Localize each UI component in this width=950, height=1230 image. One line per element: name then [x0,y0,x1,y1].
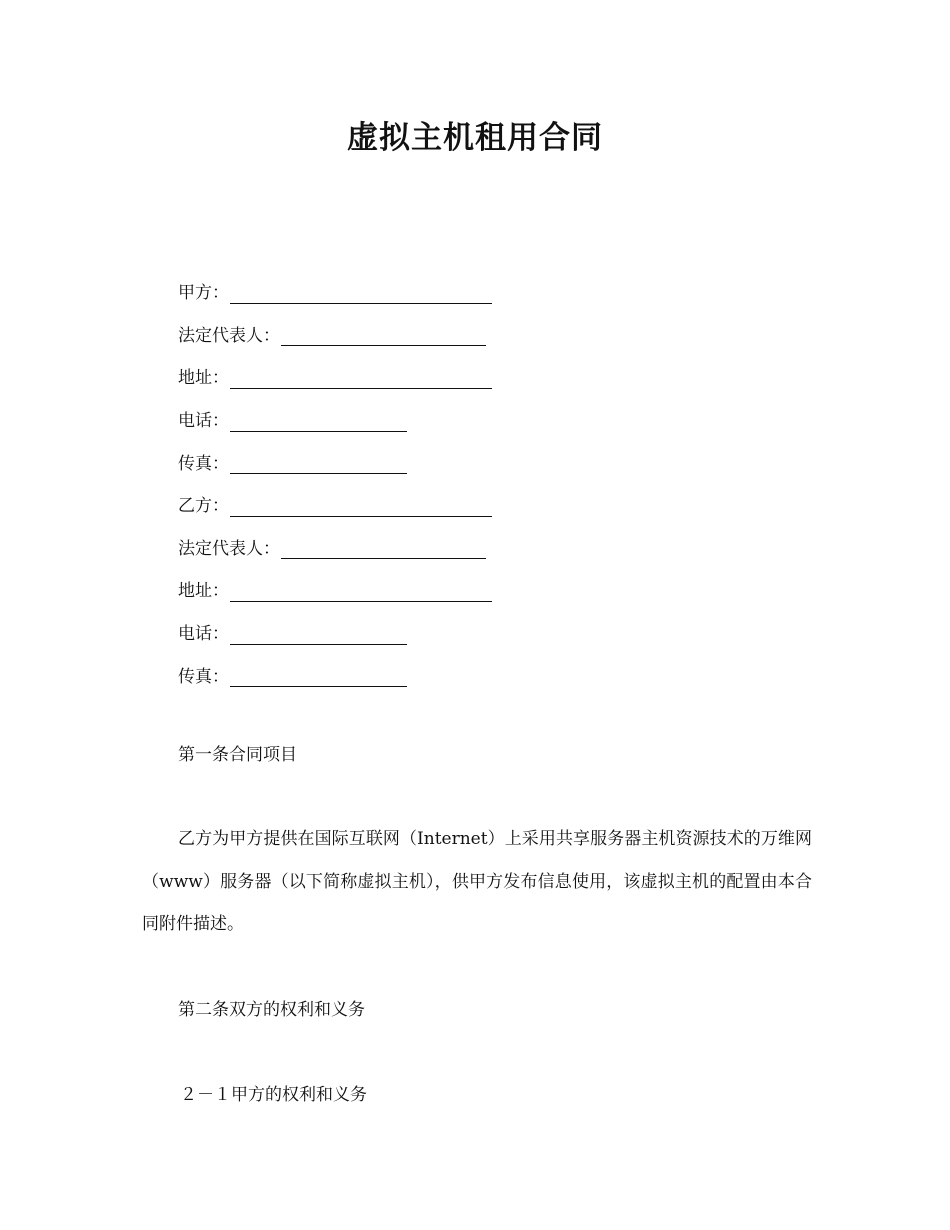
party-a-phone-blank [230,411,407,432]
party-b-phone-blank [230,624,407,645]
party-a-rep-label: 法定代表人： [178,325,280,346]
party-b-rep-blank [281,538,486,559]
party-a-fax-field [178,442,508,485]
party-b-phone-field [178,613,508,656]
party-a-address-field [178,357,508,400]
party-b-address-field [178,570,508,613]
party-b-fax-field [178,655,508,698]
party-b-fax-label: 传真： [178,666,229,687]
party-b-phone-label: 电话： [178,624,229,645]
party-b-name-label: 乙方： [178,496,229,517]
party-a-rep-field [178,315,508,358]
party-a-name-blank [230,283,492,304]
party-info-block [178,272,508,698]
party-a-name-field [178,272,508,315]
party-b-address-label: 地址： [178,581,229,602]
party-b-name-field [178,485,508,528]
party-b-fax-blank [230,666,407,687]
article-1-body: 乙方为甲方提供在国际互联网（Internet）上采用共享服务器主机资源技术的万维网（www）服务器（以下简称虚拟主机），供甲方发布信息使用，该虚拟主机的配置由本合同附件描述。 [142,829,812,934]
party-a-rep-blank [281,325,486,346]
party-a-address-label: 地址： [178,368,229,389]
document-title: 虚拟主机租用合同 [347,120,603,156]
party-a-fax-blank [230,453,407,474]
party-a-fax-label: 传真： [178,453,229,474]
party-b-rep-field [178,528,508,571]
party-a-phone-label: 电话： [178,411,229,432]
article-2-heading: 第二条双方的权利和义务 [178,1000,365,1020]
party-a-phone-field [178,400,508,443]
article-2-subsection-1: ２－１甲方的权利和义务 [180,1085,367,1105]
party-a-name-label: 甲方： [178,283,229,304]
party-a-address-blank [230,368,492,389]
party-b-rep-label: 法定代表人： [178,538,280,559]
article-1-heading: 第一条合同项目 [178,745,297,765]
party-b-address-blank [230,581,492,602]
party-b-name-blank [230,496,492,517]
